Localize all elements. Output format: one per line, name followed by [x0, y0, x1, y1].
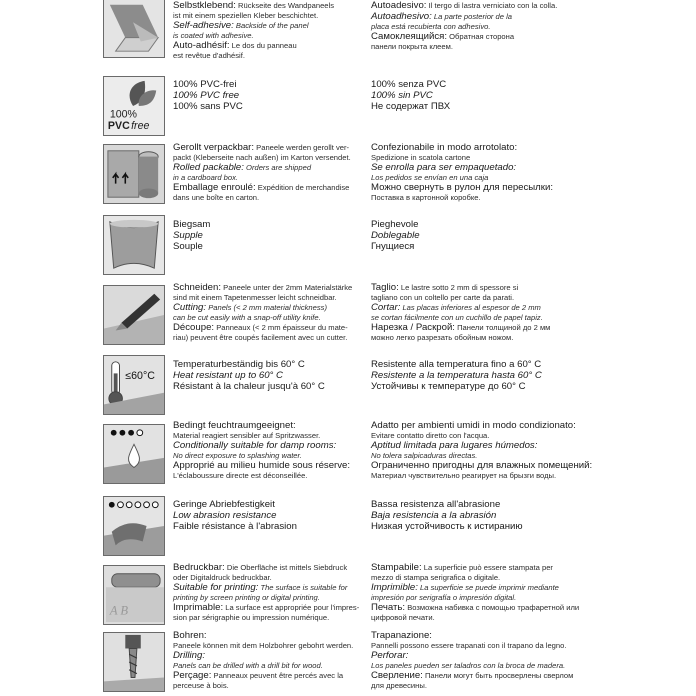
right-text-column: [371, 142, 606, 203]
text-line: [173, 79, 368, 90]
text-line: [173, 670, 368, 681]
property-heading: Сверление:: [371, 670, 423, 682]
property-text: Perforar:: [371, 650, 409, 662]
property-text: Resistente alla temperatura fino a 60° C: [371, 359, 542, 370]
property-row: [0, 562, 696, 632]
property-text: packt (Kleberseite nach außen) im Karton versendet.: [173, 153, 351, 162]
property-text: Bedingt feuchtraumgeeignet:: [173, 420, 296, 431]
property-description: Panels (< 2 mm material thickness): [206, 303, 327, 313]
text-line: [173, 381, 368, 392]
property-row: [0, 352, 696, 422]
text-line: [371, 142, 606, 153]
property-description: Rückseite des Wandpaneels: [235, 1, 335, 10]
text-line: [371, 602, 606, 613]
property-text: Supple: [173, 230, 203, 241]
property-text: 100% senza PVC: [371, 79, 447, 90]
text-line: [371, 641, 606, 650]
left-text-column: [173, 72, 368, 112]
property-description: La surface est appropriée pour l'impres-: [223, 603, 360, 613]
property-text: Panels can be drilled with a drill bit for wood.: [173, 661, 323, 671]
svg-text:free: free: [131, 120, 150, 133]
property-text: in a cardboard box.: [173, 173, 239, 183]
text-line: [371, 492, 606, 499]
property-description: Возможна набивка с помощью трафаретной или: [405, 603, 580, 613]
text-line: [173, 31, 368, 40]
property-text: Ограниченно пригодны для влажных помещений:: [371, 460, 593, 472]
property-text: placa está recubierta con adhesivo.: [371, 22, 491, 31]
property-text: Material reagiert sensibler auf Spritzwasser.: [173, 431, 321, 440]
right-text-column: [371, 630, 606, 691]
property-text: 100% sans PVC: [173, 101, 243, 112]
property-description: Die Oberfläche ist mittels Siebdruck: [224, 563, 348, 572]
pvc-free-leaf-icon: [103, 76, 165, 136]
self-adhesive-peel-icon: [103, 0, 165, 58]
text-line: [173, 431, 368, 440]
right-text-column: [371, 420, 606, 481]
text-line: [173, 212, 368, 219]
text-line: [371, 582, 606, 593]
text-line: [371, 681, 606, 690]
property-row: [0, 212, 696, 282]
text-line: [173, 322, 368, 333]
property-description: Las placas inferiores al espesor de 2 mm: [400, 303, 541, 313]
abrasion-resistance-icon: [103, 496, 165, 556]
text-line: [173, 142, 368, 153]
property-text: impresión por serigrafía o impresión digital.: [371, 593, 517, 603]
text-line: [371, 333, 606, 342]
property-text: Aptitud limitada para lugares húmedos:: [371, 440, 538, 452]
text-line: [371, 650, 606, 661]
property-row: [0, 630, 696, 696]
property-text: is coated with adhesive.: [173, 31, 254, 41]
property-heading: Schneiden:: [173, 282, 222, 293]
property-text: L'éclaboussure directe est déconseillée.: [173, 471, 308, 481]
text-line: [173, 492, 368, 499]
property-text: Doblegable: [371, 230, 420, 241]
property-description: Orders are shipped: [243, 163, 312, 173]
left-text-column: [173, 282, 368, 343]
property-text: Conditionally suitable for damp rooms:: [173, 440, 337, 452]
text-line: [371, 31, 606, 42]
text-line: [173, 499, 368, 510]
rolled-packaging-box-icon: [103, 144, 165, 204]
property-text: 100% PVC free: [173, 90, 240, 101]
property-description: Paneele unter der 2mm Materialstärke: [221, 283, 353, 292]
right-text-column: [371, 352, 606, 392]
text-line: [371, 173, 606, 182]
flexible-panel-icon: [103, 215, 165, 275]
property-text: sind mit einem Tapetenmesser leicht schneidbar.: [173, 293, 337, 302]
property-heading: Печать:: [371, 602, 406, 614]
property-text: can be cut easily with a snap-off utility knife.: [173, 313, 321, 323]
text-line: [173, 582, 368, 593]
text-line: [173, 333, 368, 342]
text-line: [371, 440, 606, 451]
left-text-column: [173, 562, 368, 623]
text-line: [371, 661, 606, 670]
text-line: [173, 661, 368, 670]
property-text: для древесины.: [371, 681, 427, 691]
property-text: Los pedidos se envían en una caja: [371, 173, 489, 183]
text-line: [173, 230, 368, 241]
property-text: 100% sin PVC: [371, 90, 433, 101]
property-text: oder Digitaldruck bedruckbar.: [173, 573, 272, 582]
property-description: Backside of the panel: [233, 21, 309, 31]
text-line: [173, 650, 368, 661]
text-line: [371, 352, 606, 359]
property-text: цифровой печати.: [371, 613, 435, 623]
text-line: [173, 302, 368, 313]
property-text: est revêtue d'adhésif.: [173, 51, 245, 61]
text-line: [173, 282, 368, 293]
property-description: The surface is suitable for: [258, 583, 348, 593]
property-text: Trapanazione:: [371, 630, 432, 641]
text-line: [371, 562, 606, 573]
text-line: [371, 499, 606, 510]
property-heading: Gerollt verpackbar:: [173, 142, 255, 153]
text-line: [371, 471, 606, 480]
property-description: Il tergo di lastra verniciato con la colla.: [426, 1, 558, 10]
text-line: [371, 230, 606, 241]
text-line: [173, 641, 368, 650]
text-line: [173, 20, 368, 31]
printable-roller-icon: [103, 565, 165, 625]
property-description: Панели могут быть просверлены сверлом: [422, 671, 574, 681]
property-heading: Self-adhesive:: [173, 20, 234, 32]
text-line: [173, 562, 368, 573]
text-line: [371, 460, 606, 471]
text-line: [371, 381, 606, 392]
text-line: [173, 573, 368, 582]
property-text: ist mit einem speziellen Kleber beschichtet.: [173, 11, 319, 20]
left-text-column: [173, 212, 368, 252]
property-text: riau) peuvent être coupés facilement avec un cutter.: [173, 333, 348, 343]
svg-text:A B: A B: [109, 603, 129, 618]
text-line: [173, 681, 368, 690]
property-heading: Cortar:: [371, 302, 401, 314]
right-text-column: [371, 492, 606, 532]
text-line: [173, 241, 368, 252]
right-text-column: [371, 72, 606, 112]
right-text-column: [371, 0, 606, 51]
property-text: Temperaturbeständig bis 60° C: [173, 359, 305, 370]
text-line: [173, 630, 368, 641]
text-line: [371, 420, 606, 431]
property-heading: Autoadhesivo:: [371, 11, 432, 22]
property-heading: Cutting:: [173, 302, 207, 314]
text-line: [173, 593, 368, 602]
property-heading: Emballage enroulé:: [173, 182, 256, 194]
text-line: [371, 370, 606, 381]
property-text: Geringe Abriebfestigkeit: [173, 499, 275, 510]
text-line: [371, 101, 606, 112]
text-line: [371, 241, 606, 252]
property-heading: Auto-adhésif:: [173, 40, 230, 52]
property-text: Confezionabile in modo arrotolato:: [371, 142, 518, 153]
property-row: [0, 492, 696, 562]
text-line: [173, 11, 368, 20]
property-description: Panneaux peuvent être percés avec la: [211, 671, 344, 681]
thermometer-60-icon: [103, 355, 165, 415]
text-line: [173, 420, 368, 431]
property-description: Paneele werden gerollt ver-: [254, 143, 350, 152]
text-line: [173, 510, 368, 521]
property-description: La superficie può essere stampata per: [421, 563, 553, 572]
property-heading: Нарезка / Раскрой:: [371, 322, 455, 334]
text-line: [173, 153, 368, 162]
property-heading: Taglio:: [371, 282, 399, 293]
left-text-column: [173, 142, 368, 203]
property-text: Souple: [173, 241, 203, 252]
text-line: [371, 451, 606, 460]
property-heading: Suitable for printing:: [173, 582, 259, 594]
text-line: [173, 0, 368, 11]
text-line: [173, 51, 368, 60]
property-text: perceuse à bois.: [173, 681, 229, 691]
property-row: [0, 282, 696, 352]
drill-icon: [103, 632, 165, 692]
text-line: [173, 460, 368, 471]
property-text: No tolera salpicaduras directas.: [371, 451, 478, 461]
text-line: [173, 293, 368, 302]
property-text: mezzo di stampa serigrafica o digitale.: [371, 573, 501, 582]
property-heading: Bedruckbar:: [173, 562, 225, 573]
property-row: [0, 0, 696, 70]
property-text: Low abrasion resistance: [173, 510, 277, 521]
text-line: [173, 72, 368, 79]
text-line: [173, 451, 368, 460]
property-text: Résistant à la chaleur jusqu'à 60° C: [173, 381, 325, 392]
svg-text:PVC: PVC: [107, 120, 130, 133]
property-text: Faible résistance à l'abrasion: [173, 521, 297, 532]
property-text: Resistente a la temperatura hasta 60° C: [371, 370, 542, 381]
property-heading: Découpe:: [173, 322, 215, 334]
property-text: Evitare contatto diretto con l'acqua.: [371, 431, 490, 440]
text-line: [371, 359, 606, 370]
left-text-column: [173, 352, 368, 392]
svg-text:≤60°C: ≤60°C: [125, 370, 155, 383]
property-heading: Самоклеящийся:: [371, 31, 448, 43]
property-heading: Autoadesivo:: [371, 0, 427, 11]
text-line: [173, 613, 368, 622]
property-text: можно легко разрезать обойным ножом.: [371, 333, 514, 343]
text-line: [371, 42, 606, 51]
text-line: [173, 313, 368, 322]
property-text: Adatto per ambienti umidi in modo condizionato:: [371, 420, 576, 431]
svg-text:100%: 100%: [109, 108, 138, 121]
left-text-column: [173, 492, 368, 532]
text-line: [371, 322, 606, 333]
text-line: [173, 40, 368, 51]
left-text-column: [173, 420, 368, 481]
text-line: [173, 352, 368, 359]
property-text: Bohren:: [173, 630, 207, 641]
text-line: [173, 219, 368, 230]
property-text: Los paneles pueden ser taladros con la broca de madera.: [371, 661, 566, 671]
text-line: [371, 162, 606, 173]
text-line: [371, 593, 606, 602]
text-line: [371, 573, 606, 582]
text-line: [173, 193, 368, 202]
text-line: [371, 431, 606, 440]
property-text: Pannelli possono essere trapanati con il trapano da legno.: [371, 641, 567, 650]
text-line: [173, 370, 368, 381]
text-line: [371, 521, 606, 532]
right-text-column: [371, 562, 606, 623]
right-text-column: [371, 282, 606, 343]
property-text: Pieghevole: [371, 219, 419, 230]
property-text: dans une boîte en carton.: [173, 193, 260, 203]
text-line: [371, 302, 606, 313]
property-text: printing by screen printing or digital printing.: [173, 593, 320, 603]
text-line: [173, 359, 368, 370]
utility-knife-cutting-icon: [103, 285, 165, 345]
property-text: tagliano con un coltello per carte da parati.: [371, 293, 515, 302]
text-line: [371, 670, 606, 681]
property-text: No direct exposure to splashing water.: [173, 451, 302, 461]
text-line: [371, 0, 606, 11]
damp-room-droplet-icon: [103, 424, 165, 484]
property-text: Можно свернуть в рулон для пересылки:: [371, 182, 554, 194]
text-line: [173, 182, 368, 193]
text-line: [371, 22, 606, 31]
property-text: sion par sérigraphie ou impression numérique.: [173, 613, 330, 623]
property-description: Panneaux (< 2 mm épaisseur du mate-: [214, 323, 348, 333]
property-text: Материал чувствительно реагирует на брызги воды.: [371, 471, 557, 481]
text-line: [173, 440, 368, 451]
property-description: Le dos du panneau: [229, 41, 297, 51]
text-line: [371, 212, 606, 219]
property-text: Baja resistencia a la abrasión: [371, 510, 497, 521]
property-heading: Perçage:: [173, 670, 212, 682]
property-heading: Selbstklebend:: [173, 0, 236, 11]
property-description: Панели толщиной до 2 мм: [454, 323, 551, 333]
right-text-column: [371, 212, 606, 252]
property-text: Поставка в картонной коробке.: [371, 193, 481, 203]
property-row: [0, 420, 696, 490]
text-line: [371, 11, 606, 22]
text-line: [173, 173, 368, 182]
text-line: [173, 521, 368, 532]
property-text: Не содержат ПВХ: [371, 101, 451, 112]
property-heading: Stampabile:: [371, 562, 422, 573]
property-heading: Rolled packable:: [173, 162, 244, 174]
property-text: Approprié au milieu humide sous réserve:: [173, 460, 351, 472]
text-line: [371, 219, 606, 230]
text-line: [371, 182, 606, 193]
property-text: Гнущиеся: [371, 241, 415, 252]
property-text: Paneele können mit dem Holzbohrer gebohrt werden.: [173, 641, 354, 650]
text-line: [371, 153, 606, 162]
property-text: Biegsam: [173, 219, 211, 230]
left-text-column: [173, 0, 368, 61]
property-heading: Imprimible:: [371, 582, 418, 594]
text-line: [371, 79, 606, 90]
property-description: Обратная сторона: [447, 32, 515, 42]
property-description: La superficie se puede imprimir mediante: [417, 583, 559, 593]
property-text: Spedizione in scatola cartone: [371, 153, 471, 162]
property-text: Se enrolla para ser empaquetado:: [371, 162, 517, 174]
text-line: [173, 162, 368, 173]
property-text: Heat resistant up to 60° C: [173, 370, 283, 381]
property-text: Bassa resistenza all'abrasione: [371, 499, 501, 510]
property-text: панели покрыта клеем.: [371, 42, 453, 52]
text-line: [371, 293, 606, 302]
text-line: [173, 471, 368, 480]
property-text: 100% PVC-frei: [173, 79, 237, 90]
text-line: [371, 313, 606, 322]
text-line: [371, 282, 606, 293]
text-line: [371, 72, 606, 79]
property-text: Drilling:: [173, 650, 205, 662]
text-line: [371, 510, 606, 521]
text-line: [371, 630, 606, 641]
text-line: [371, 613, 606, 622]
left-text-column: [173, 630, 368, 691]
text-line: [173, 101, 368, 112]
property-text: Устойчивы к температуре до 60° C: [371, 381, 526, 392]
text-line: [173, 90, 368, 101]
property-row: [0, 72, 696, 142]
text-line: [371, 193, 606, 202]
property-heading: Imprimable:: [173, 602, 224, 614]
text-line: [371, 90, 606, 101]
property-description: Le lastre sotto 2 mm di spessore si: [398, 283, 519, 292]
property-text: se cortan fácilmente con un cuchillo de papel tapiz.: [371, 313, 543, 323]
text-line: [173, 602, 368, 613]
property-description: La parte posterior de la: [431, 12, 513, 21]
property-description: Expédition de merchandise: [255, 183, 350, 193]
property-text: Низкая устойчивость к истиранию: [371, 521, 523, 532]
property-row: [0, 142, 696, 212]
